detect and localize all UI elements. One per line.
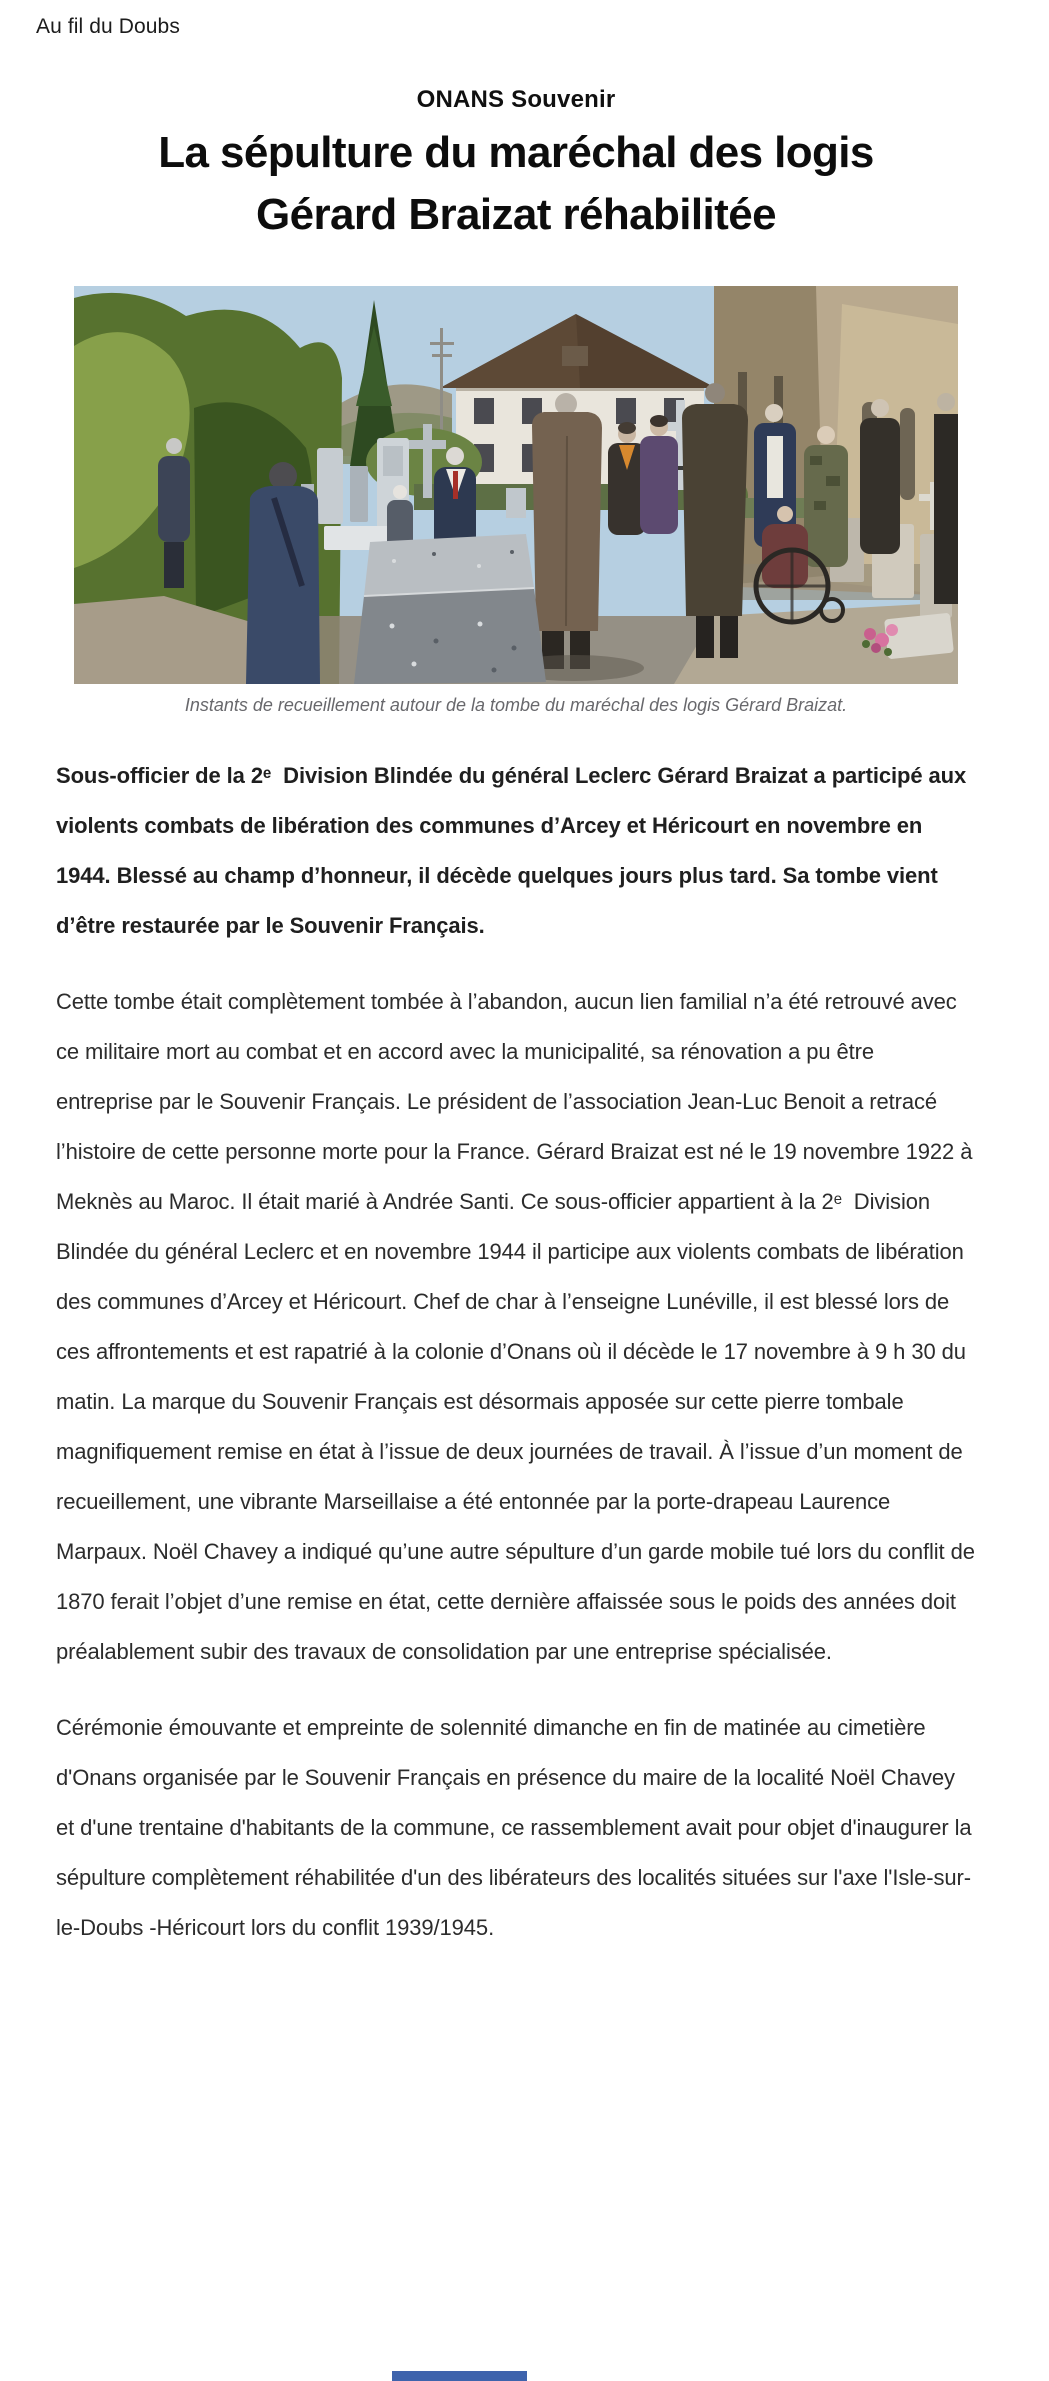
- body-paragraph-1: Cette tombe était complètement tombée à l’abandon, aucun lien familial n’a été retrouvé avec ce militaire mort au combat et en accord avec la municipalité, sa rénovation a pu être entreprise par le Souvenir Français. Le président de l’association Jean-Luc Benoit a retracé l’histoire de cette personne morte pour la France. Gérard Braizat est né le 19 novembre 1922 à Meknès au Maroc. Il était marié à Andrée Santi. Ce sous-officier appartient à la 2ᵉ Division Blindée du général Leclerc et en novembre 1944 il participe aux violents combats de libération des communes d’Arcey et Héricourt. Chef de char à l’enseigne Lunéville, il est blessé lors de ces affrontements et est rapatrié à la colonie d’Onans où il décède le 17 novembre à 9 h 30 du matin. La marque du Souvenir Français est désormais apposée sur cette pierre tombale magnifiquement remise en état à l’issue de deux journées de travail. À l’issue d’un moment de recueillement, une vibrante Marseillaise a été entonnée par la porte-drapeau Laurence Marpaux. Noël Chavey a indiqué qu’une autre sépulture d’un garde mobile tué lors du conflit de 1870 ferait l’objet d’une remise en état, cette dernière affaissée sous le poids des années doit préalablement subir des travaux de consolidation par une entreprise spécialisée.: [56, 989, 975, 1664]
- headline-line-1: La sépulture du maréchal des logis: [158, 128, 874, 177]
- body-paragraph-2: Cérémonie émouvante et empreinte de solennité dimanche en fin de matinée au cimetière d'Onans organisée par le Souvenir Français en présence du maire de la localité Noël Chavey et d'une trentaine d'habitants de la commune, ce rassemblement avait pour objet d'inaugurer la sépulture complètement réhabilitée d'un des libérateurs des localités situées sur l'axe l'Isle-sur-le-Doubs -Héricourt lors du conflit 1939/1945.: [56, 1715, 972, 1940]
- article-figure: [74, 286, 958, 717]
- article-headline: [56, 122, 976, 246]
- article-body: [56, 0, 976, 1953]
- photo-foreground-woman: [246, 462, 320, 684]
- section-kicker-link[interactable]: Au fil du Doubs: [36, 15, 180, 38]
- article-overline: ONANS Souvenir: [416, 86, 616, 113]
- lead-paragraph: Sous-officier de la 2ᵉ Division Blindée du général Leclerc Gérard Braizat a participé aux violents combats de libération des communes d’Arcey et Héricourt en novembre en 1944. Blessé au champ d’honneur, il décède quelques jours plus tard. Sa tombe vient d’être restaurée par le Souvenir Français.: [56, 763, 967, 938]
- bottom-blue-bar: [392, 2371, 527, 2381]
- headline-line-2: Gérard Braizat réhabilitée: [256, 190, 776, 239]
- article-photo: [74, 286, 958, 684]
- photo-caption: Instants de recueillement autour de la tombe du maréchal des logis Gérard Braizat.: [184, 695, 848, 715]
